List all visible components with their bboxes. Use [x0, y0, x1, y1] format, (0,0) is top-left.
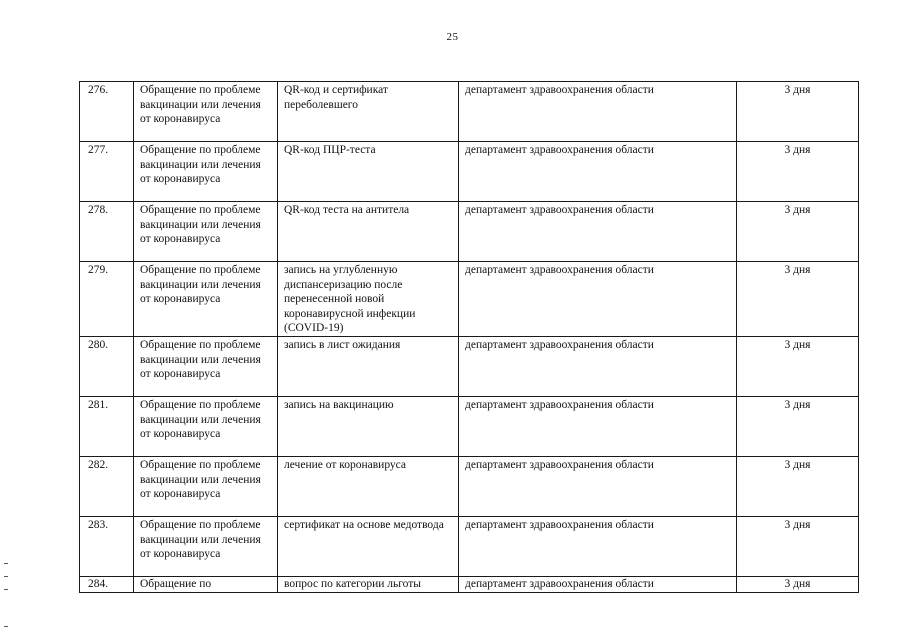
scan-margin-mark [4, 589, 8, 590]
row-number: 283. [80, 517, 134, 577]
appeal-topic: Обращение по проблеме вакцинации или лечения от коронавируса [134, 337, 278, 397]
responsible-department: департамент здравоохранения области [459, 142, 737, 202]
appeal-topic: Обращение по проблеме вакцинации или лечения от коронавируса [134, 202, 278, 262]
appeals-table [79, 81, 859, 593]
responsible-department: департамент здравоохранения области [459, 337, 737, 397]
table-row [80, 337, 859, 397]
row-number: 277. [80, 142, 134, 202]
responsible-department: департамент здравоохранения области [459, 82, 737, 142]
appeal-topic: Обращение по проблеме вакцинации или лечения от коронавируса [134, 142, 278, 202]
row-number: 280. [80, 337, 134, 397]
appeal-subject: запись на вакцинацию [278, 397, 459, 457]
appeal-topic: Обращение по проблеме вакцинации или лечения от коронавируса [134, 262, 278, 337]
response-term: 3 дня [737, 202, 859, 262]
response-term: 3 дня [737, 517, 859, 577]
appeal-topic: Обращение по проблеме вакцинации или лечения от коронавируса [134, 517, 278, 577]
table-row [80, 202, 859, 262]
response-term: 3 дня [737, 397, 859, 457]
page-number: 25 [446, 31, 459, 43]
table-row [80, 262, 859, 337]
table-row [80, 82, 859, 142]
row-number: 282. [80, 457, 134, 517]
responsible-department: департамент здравоохранения области [459, 202, 737, 262]
table-row [80, 517, 859, 577]
appeal-topic: Обращение по проблеме вакцинации или лечения от коронавируса [134, 457, 278, 517]
appeal-subject: лечение от коронавируса [278, 457, 459, 517]
response-term: 3 дня [737, 457, 859, 517]
responsible-department: департамент здравоохранения области [459, 577, 737, 593]
responsible-department: департамент здравоохранения области [459, 517, 737, 577]
response-term: 3 дня [737, 262, 859, 337]
scan-margin-mark [4, 626, 8, 627]
scan-margin-mark [4, 563, 8, 564]
appeal-subject: QR-код и сертификат переболевшего [278, 82, 459, 142]
row-number: 276. [80, 82, 134, 142]
appeal-topic: Обращение по проблеме вакцинации или лечения от коронавируса [134, 397, 278, 457]
appeal-topic: Обращение по проблеме вакцинации или лечения от коронавируса [134, 82, 278, 142]
row-number: 284. [80, 577, 134, 593]
response-term: 3 дня [737, 82, 859, 142]
responsible-department: департамент здравоохранения области [459, 457, 737, 517]
table-row [80, 577, 859, 593]
responsible-department: департамент здравоохранения области [459, 262, 737, 337]
scan-margin-mark [4, 576, 8, 577]
response-term: 3 дня [737, 337, 859, 397]
row-number: 281. [80, 397, 134, 457]
appeal-topic: Обращение по [134, 577, 278, 593]
appeal-subject: QR-код теста на антитела [278, 202, 459, 262]
response-term: 3 дня [737, 577, 859, 593]
row-number: 279. [80, 262, 134, 337]
appeal-subject: сертификат на основе медотвода [278, 517, 459, 577]
table-row [80, 142, 859, 202]
table-row [80, 397, 859, 457]
row-number: 278. [80, 202, 134, 262]
appeal-subject: запись в лист ожидания [278, 337, 459, 397]
appeal-subject: вопрос по категории льготы [278, 577, 459, 593]
responsible-department: департамент здравоохранения области [459, 397, 737, 457]
appeal-subject: QR-код ПЦР-теста [278, 142, 459, 202]
appeal-subject: запись на углубленную диспансеризацию после перенесенной новой коронавирусной инфекции (COVID-19) [278, 262, 459, 337]
table-row [80, 457, 859, 517]
response-term: 3 дня [737, 142, 859, 202]
